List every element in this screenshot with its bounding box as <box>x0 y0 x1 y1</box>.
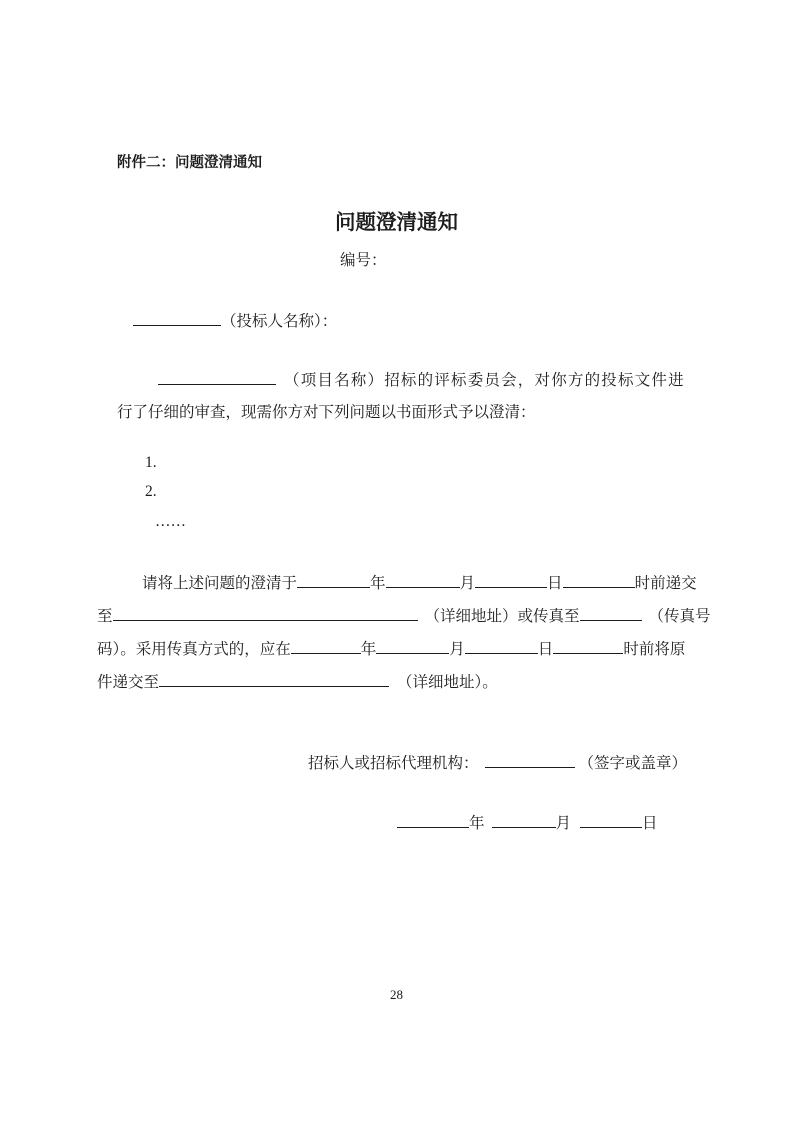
question-item-2: 2. <box>145 483 157 500</box>
page-number: 28 <box>390 987 403 1002</box>
intro-line1-text: （项目名称）招标的评标委员会，对你方的投标文件进 <box>284 372 685 389</box>
signature-label: 招标人或招标代理机构： <box>308 755 479 772</box>
date-day-label: 日 <box>642 815 658 832</box>
bidder-name-blank <box>133 309 221 326</box>
deadline-line4-lead: 件递交至 <box>97 674 160 691</box>
deadline-line2-lead: 至 <box>97 608 113 625</box>
signature-line <box>308 751 687 774</box>
deadline-line1-lead: 请将上述问题的澄清于 <box>142 575 298 592</box>
deadline-year-label: 年 <box>370 575 386 592</box>
fax-day-label: 日 <box>537 641 554 658</box>
deadline-line2-mid: （详细地址）或传真至 <box>424 608 580 625</box>
deadline-line3-tail: 时前将原 <box>623 641 686 658</box>
intro-line-2: 行了仔细的审查，现需你方对下列问题以书面形式予以澄清： <box>117 404 536 421</box>
deadline-month-blank <box>386 571 460 588</box>
date-line <box>397 811 658 834</box>
deadline-line4-tail: （详细地址）。 <box>397 674 498 691</box>
deadline-line2-tail: （传真号 <box>648 608 711 625</box>
addressee-line <box>133 309 337 332</box>
serial-number-label: 编号： <box>340 252 387 269</box>
deadline-day-blank <box>475 571 547 588</box>
signature-blank <box>485 751 575 768</box>
deadline-line1-tail: 时前递交 <box>634 575 697 592</box>
fax-day-blank <box>465 637 538 654</box>
deadline-line-4 <box>97 670 498 693</box>
project-name-blank <box>158 368 276 385</box>
fax-hour-blank <box>553 637 623 654</box>
fax-number-blank <box>580 604 642 621</box>
fax-year-blank <box>291 637 361 654</box>
date-year-label: 年 <box>469 815 485 832</box>
addressee-suffix: （投标人名称）： <box>221 313 338 330</box>
question-item-1: 1. <box>145 454 157 471</box>
attachment-heading: 附件二：问题澄清通知 <box>117 155 262 171</box>
intro-line-1 <box>158 368 685 391</box>
date-year-blank <box>397 811 469 828</box>
deadline-line-1 <box>142 571 697 594</box>
deadline-day-label: 日 <box>547 575 563 592</box>
fax-month-label: 月 <box>449 641 465 658</box>
date-month-label: 月 <box>555 815 572 832</box>
delivery-address-blank <box>113 604 418 621</box>
date-month-blank <box>492 811 556 828</box>
page-title: 问题澄清通知 <box>335 211 458 234</box>
original-address-blank <box>159 670 389 687</box>
date-day-blank <box>580 811 642 828</box>
deadline-line-2 <box>97 604 711 627</box>
signature-suffix: （签字或盖章） <box>578 755 688 772</box>
question-item-more: …… <box>155 513 186 530</box>
deadline-year-blank <box>297 571 370 588</box>
fax-month-blank <box>376 637 449 654</box>
deadline-line-3 <box>97 637 685 660</box>
fax-year-label: 年 <box>360 641 377 658</box>
deadline-line3-lead: 码）。采用传真方式的，应在 <box>97 641 291 658</box>
deadline-hour-blank <box>563 571 635 588</box>
deadline-month-label: 月 <box>459 575 476 592</box>
